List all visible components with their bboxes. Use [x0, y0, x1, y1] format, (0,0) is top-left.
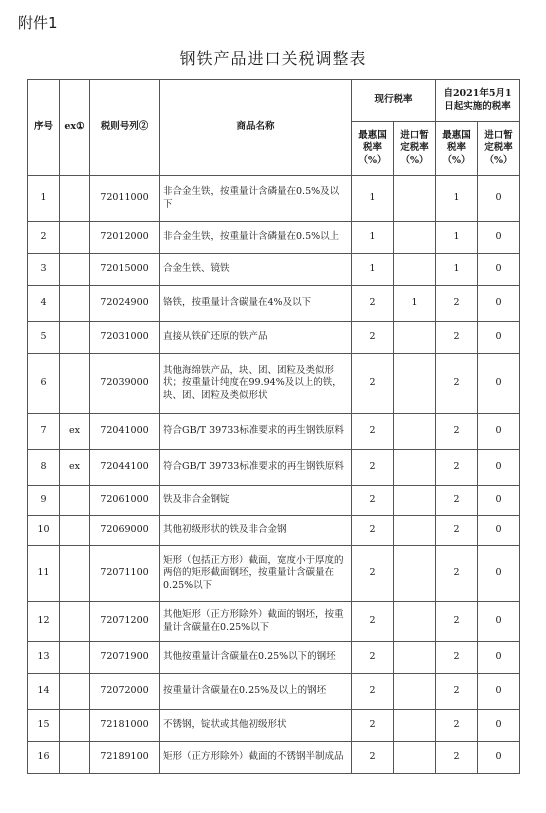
row-ex: [60, 176, 90, 222]
row-new-mfn: 2: [436, 322, 478, 354]
row-name: 其他初级形状的铁及非合金钢: [160, 516, 352, 546]
row-current-interim: [394, 602, 436, 642]
row-current-mfn: 2: [352, 742, 394, 774]
row-new-mfn: 2: [436, 450, 478, 486]
table-row: [28, 322, 520, 354]
row-current-interim: [394, 546, 436, 602]
header-ex: ex①: [60, 80, 90, 176]
header-seq: 序号: [28, 80, 60, 176]
row-current-mfn: 2: [352, 546, 394, 602]
row-name: 铬铁，按重量计含碳量在4%及以下: [160, 286, 352, 322]
row-new-interim: 0: [478, 254, 520, 286]
row-name: 其他矩形（正方形除外）截面的钢坯，按重量计含碳量在0.25%以下: [160, 602, 352, 642]
row-seq: 2: [28, 222, 60, 254]
row-new-mfn: 2: [436, 286, 478, 322]
table-row: [28, 450, 520, 486]
row-new-mfn: 2: [436, 516, 478, 546]
row-current-interim: [394, 516, 436, 546]
table-row: [28, 254, 520, 286]
row-current-interim: [394, 710, 436, 742]
row-name: 直接从铁矿还原的铁产品: [160, 322, 352, 354]
row-ex: [60, 222, 90, 254]
row-code: 72181000: [90, 710, 160, 742]
row-current-interim: [394, 254, 436, 286]
row-ex: ex: [60, 414, 90, 450]
row-code: 72024900: [90, 286, 160, 322]
row-ex: [60, 516, 90, 546]
row-code: 72015000: [90, 254, 160, 286]
row-code: 72012000: [90, 222, 160, 254]
row-code: 72072000: [90, 674, 160, 710]
document-title: 钢铁产品进口关税调整表: [179, 49, 367, 68]
row-new-mfn: 2: [436, 710, 478, 742]
header-new-interim: 进口暂定税率（%）: [478, 122, 520, 176]
row-new-interim: 0: [478, 516, 520, 546]
row-name: 合金生铁、镜铁: [160, 254, 352, 286]
row-new-interim: 0: [478, 742, 520, 774]
row-current-mfn: 2: [352, 642, 394, 674]
row-new-mfn: 2: [436, 642, 478, 674]
tariff-table: [27, 79, 520, 774]
table-row: [28, 710, 520, 742]
table-row: [28, 286, 520, 322]
header-current-interim: 进口暂定税率（%）: [394, 122, 436, 176]
header-current-rate: 现行税率: [352, 80, 436, 122]
row-seq: 5: [28, 322, 60, 354]
row-new-mfn: 2: [436, 354, 478, 414]
row-ex: [60, 642, 90, 674]
header-current-mfn: 最惠国税率（%）: [352, 122, 394, 176]
row-new-interim: 0: [478, 602, 520, 642]
row-new-mfn: 1: [436, 222, 478, 254]
row-current-mfn: 2: [352, 286, 394, 322]
row-new-interim: 0: [478, 710, 520, 742]
row-code: 72071200: [90, 602, 160, 642]
row-seq: 15: [28, 710, 60, 742]
row-new-mfn: 2: [436, 414, 478, 450]
row-name: 铁及非合金钢锭: [160, 486, 352, 516]
row-ex: [60, 354, 90, 414]
row-new-mfn: 2: [436, 602, 478, 642]
row-current-interim: [394, 450, 436, 486]
row-name: 按重量计含碳量在0.25%及以上的钢坯: [160, 674, 352, 710]
table-row: [28, 602, 520, 642]
row-current-interim: [394, 486, 436, 516]
row-code: 72041000: [90, 414, 160, 450]
row-ex: [60, 322, 90, 354]
row-name: 符合GB/T 39733标准要求的再生钢铁原料: [160, 414, 352, 450]
table-row: [28, 642, 520, 674]
table-row: [28, 176, 520, 222]
row-new-mfn: 1: [436, 254, 478, 286]
row-current-mfn: 2: [352, 710, 394, 742]
row-current-mfn: 2: [352, 486, 394, 516]
header-new-mfn: 最惠国税率（%）: [436, 122, 478, 176]
row-new-mfn: 2: [436, 486, 478, 516]
row-current-mfn: 1: [352, 222, 394, 254]
row-new-mfn: 1: [436, 176, 478, 222]
row-current-mfn: 2: [352, 450, 394, 486]
row-ex: [60, 486, 90, 516]
row-current-mfn: 2: [352, 354, 394, 414]
table-row: [28, 486, 520, 516]
row-seq: 12: [28, 602, 60, 642]
table-row: [28, 516, 520, 546]
row-seq: 3: [28, 254, 60, 286]
row-seq: 8: [28, 450, 60, 486]
row-ex: [60, 674, 90, 710]
row-code: 72189100: [90, 742, 160, 774]
row-name: 非合金生铁，按重量计含磷量在0.5%以上: [160, 222, 352, 254]
header-name: 商品名称: [160, 80, 352, 176]
row-new-interim: 0: [478, 176, 520, 222]
table-row: [28, 414, 520, 450]
table-row: [28, 546, 520, 602]
row-name: 非合金生铁，按重量计含磷量在0.5%及以下: [160, 176, 352, 222]
row-new-interim: 0: [478, 322, 520, 354]
row-seq: 6: [28, 354, 60, 414]
row-seq: 14: [28, 674, 60, 710]
row-new-interim: 0: [478, 414, 520, 450]
row-current-mfn: 1: [352, 176, 394, 222]
row-code: 72071100: [90, 546, 160, 602]
row-current-mfn: 2: [352, 414, 394, 450]
row-new-interim: 0: [478, 222, 520, 254]
row-ex: [60, 546, 90, 602]
row-seq: 16: [28, 742, 60, 774]
row-seq: 11: [28, 546, 60, 602]
row-current-interim: [394, 176, 436, 222]
row-name: 其他海绵铁产品，块、团、团粒及类似形状；按重量计纯度在99.94%及以上的铁，块、团、团粒及类似形状: [160, 354, 352, 414]
row-code: 72044100: [90, 450, 160, 486]
row-current-interim: [394, 674, 436, 710]
row-new-interim: 0: [478, 486, 520, 516]
row-new-interim: 0: [478, 354, 520, 414]
table-row: [28, 222, 520, 254]
row-code: 72039000: [90, 354, 160, 414]
row-ex: ex: [60, 450, 90, 486]
row-new-mfn: 2: [436, 674, 478, 710]
row-code: 72031000: [90, 322, 160, 354]
row-current-mfn: 2: [352, 602, 394, 642]
row-new-mfn: 2: [436, 742, 478, 774]
row-ex: [60, 254, 90, 286]
row-current-interim: [394, 742, 436, 774]
row-code: 72071900: [90, 642, 160, 674]
row-code: 72061000: [90, 486, 160, 516]
row-current-interim: [394, 354, 436, 414]
row-new-interim: 0: [478, 450, 520, 486]
row-new-mfn: 2: [436, 546, 478, 602]
table-row: [28, 742, 520, 774]
header-new-rate: 自2021年5月1日起实施的税率: [436, 80, 520, 122]
row-ex: [60, 286, 90, 322]
header-code: 税则号列②: [90, 80, 160, 176]
row-code: 72069000: [90, 516, 160, 546]
row-seq: 10: [28, 516, 60, 546]
row-new-interim: 0: [478, 546, 520, 602]
row-current-mfn: 2: [352, 322, 394, 354]
table-row: [28, 354, 520, 414]
row-ex: [60, 742, 90, 774]
row-current-mfn: 2: [352, 516, 394, 546]
row-name: 其他按重量计含碳量在0.25%以下的钢坯: [160, 642, 352, 674]
row-name: 不锈钢，锭状或其他初级形状: [160, 710, 352, 742]
row-ex: [60, 602, 90, 642]
row-current-mfn: 2: [352, 674, 394, 710]
row-code: 72011000: [90, 176, 160, 222]
row-seq: 4: [28, 286, 60, 322]
row-current-interim: [394, 222, 436, 254]
row-seq: 9: [28, 486, 60, 516]
row-current-mfn: 1: [352, 254, 394, 286]
row-seq: 1: [28, 176, 60, 222]
attachment-label: 附件1: [18, 14, 58, 32]
row-current-interim: [394, 322, 436, 354]
table-row: [28, 674, 520, 710]
row-new-interim: 0: [478, 674, 520, 710]
row-current-interim: [394, 414, 436, 450]
row-name: 矩形（正方形除外）截面的不锈钢半制成品: [160, 742, 352, 774]
row-current-interim: [394, 642, 436, 674]
row-new-interim: 0: [478, 286, 520, 322]
row-new-interim: 0: [478, 642, 520, 674]
row-name: 矩形（包括正方形）截面，宽度小于厚度的两倍的矩形截面钢坯，按重量计含碳量在0.25%以下: [160, 546, 352, 602]
row-name: 符合GB/T 39733标准要求的再生钢铁原料: [160, 450, 352, 486]
row-current-interim: 1: [394, 286, 436, 322]
row-seq: 7: [28, 414, 60, 450]
row-seq: 13: [28, 642, 60, 674]
row-ex: [60, 710, 90, 742]
